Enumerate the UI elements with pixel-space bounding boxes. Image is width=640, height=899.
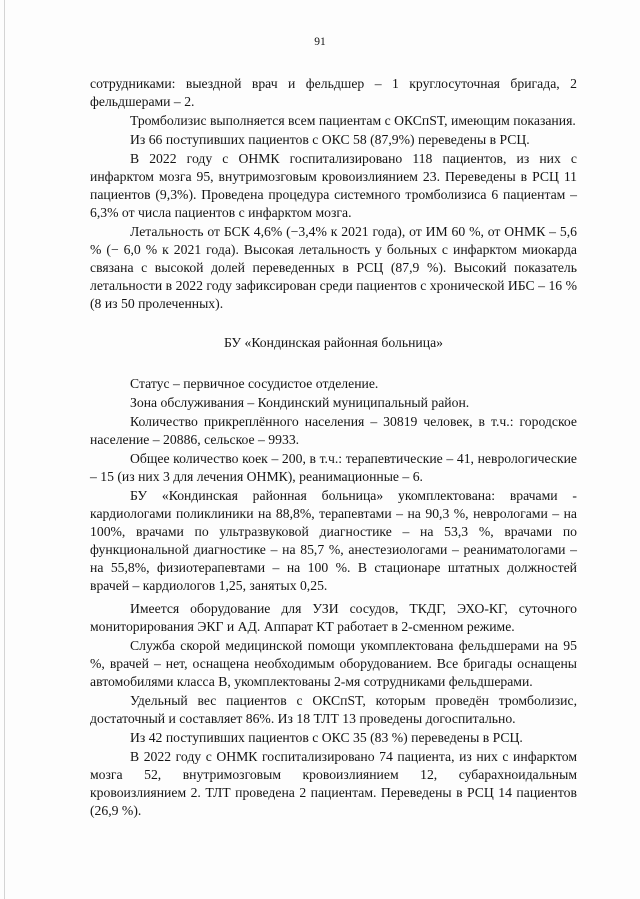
paragraph-thrombolysis: Тромболизис выполняется всем пациентам с ОКСпST, имеющим показания. [130, 113, 576, 128]
paragraph-thrombolysis-share: Удельный вес пациентов с ОКСпST, которым проведён тромболизис, достаточный и составляет 86%. Из 18 ТЛТ 13 проведены догоспитально. [90, 693, 577, 726]
paragraph-ambulance-staffing: сотрудниками: выездной врач и фельдшер – 1 круглосуточная бригада, 2 фельдшерами – 2. [90, 76, 577, 109]
paragraph-service-area: Зона обслуживания – Кондинский муниципальный район. [130, 395, 470, 410]
paragraph-mortality: Летальность от БСК 4,6% (−3,4% к 2021 года), от ИМ 60 %, от ОНМК – 5,6 % (− 6,0 % к 2021 года). Высокая летальность у больных с инфарктом миокарда связана с высокой долей переведенных в РСЦ (87,9 %). Высокий показатель летальности в 2022 году зафиксирован среди пациентов с хронической ИБС – 16 % (8 из 50 пролеченных). [90, 224, 577, 311]
scan-edge-line [4, 0, 5, 899]
paragraph-population: Количество прикреплённого населения – 30819 человек, в т.ч.: городское население – 20886, сельское – 9933. [90, 414, 577, 447]
paragraph-beds: Общее количество коек – 200, в т.ч.: терапевтические – 41, неврологические – 15 (из них 3 для лечения ОНМК), реанимационные – 6. [90, 451, 577, 484]
paragraph-staffing: БУ «Кондинская районная больница» укомплектована: врачами - кардиологами поликлиники на 88,8%, терапевтами – на 90,3 %, неврологами – на 100%, врачами по ультразвуковой диагностике – на 53,3 %, врачами по функциональной диагностике – на 85,7 %, анестезиологами – реаниматологами – на 55,8%, физиотерапевтами – на 100 %. В стационаре штатных должностей врачей – кардиологов 1,25, занятых 0,25. [90, 488, 577, 593]
page-number: 91 [314, 36, 326, 48]
paragraph-onmk-2022: В 2022 году с ОНМК госпитализировано 118 пациентов, из них с инфарктом мозга 95, внутримозговым кровоизлиянием 23. Переведены в РСЦ 11 пациентов (9,3%). Проведена процедура системного тромболизиса 6 пациентам – 6,3% от числа пациентов с инфарктом мозга. [90, 151, 577, 220]
section-heading: БУ «Кондинская районная больница» [224, 335, 443, 350]
paragraph-emergency-service: Служба скорой медицинской помощи укомплектована фельдшерами на 95 %, врачей – нет, оснащена необходимым оборудованием. Все бригады оснащены автомобилями класса В, укомплектованы 2-мя сотрудниками фельдшерами. [90, 638, 577, 689]
paragraph-status: Статус – первичное сосудистое отделение. [130, 376, 379, 391]
paragraph-equipment: Имеется оборудование для УЗИ сосудов, ТКДГ, ЭХО-КГ, суточного мониторирования ЭКГ и АД. Аппарат КТ работает в 2-сменном режиме. [90, 601, 577, 634]
paragraph-onmk-2022-2: В 2022 году с ОНМК госпитализировано 74 пациента, из них с инфарктом мозга 52, внутримозговым кровоизлиянием 12, субарахноидальным кровоизлиянием 2. ТЛТ проведена 2 пациентам. Переведены в РСЦ 14 пациентов (26,9 %). [90, 749, 577, 818]
document-body [90, 75, 577, 821]
paragraph-oks-transfer: Из 66 поступивших пациентов с ОКС 58 (87,9%) переведены в РСЦ. [130, 132, 530, 147]
paragraph-oks-transfer-2: Из 42 поступивших пациентов с ОКС 35 (83 %) переведены в РСЦ. [130, 730, 523, 745]
